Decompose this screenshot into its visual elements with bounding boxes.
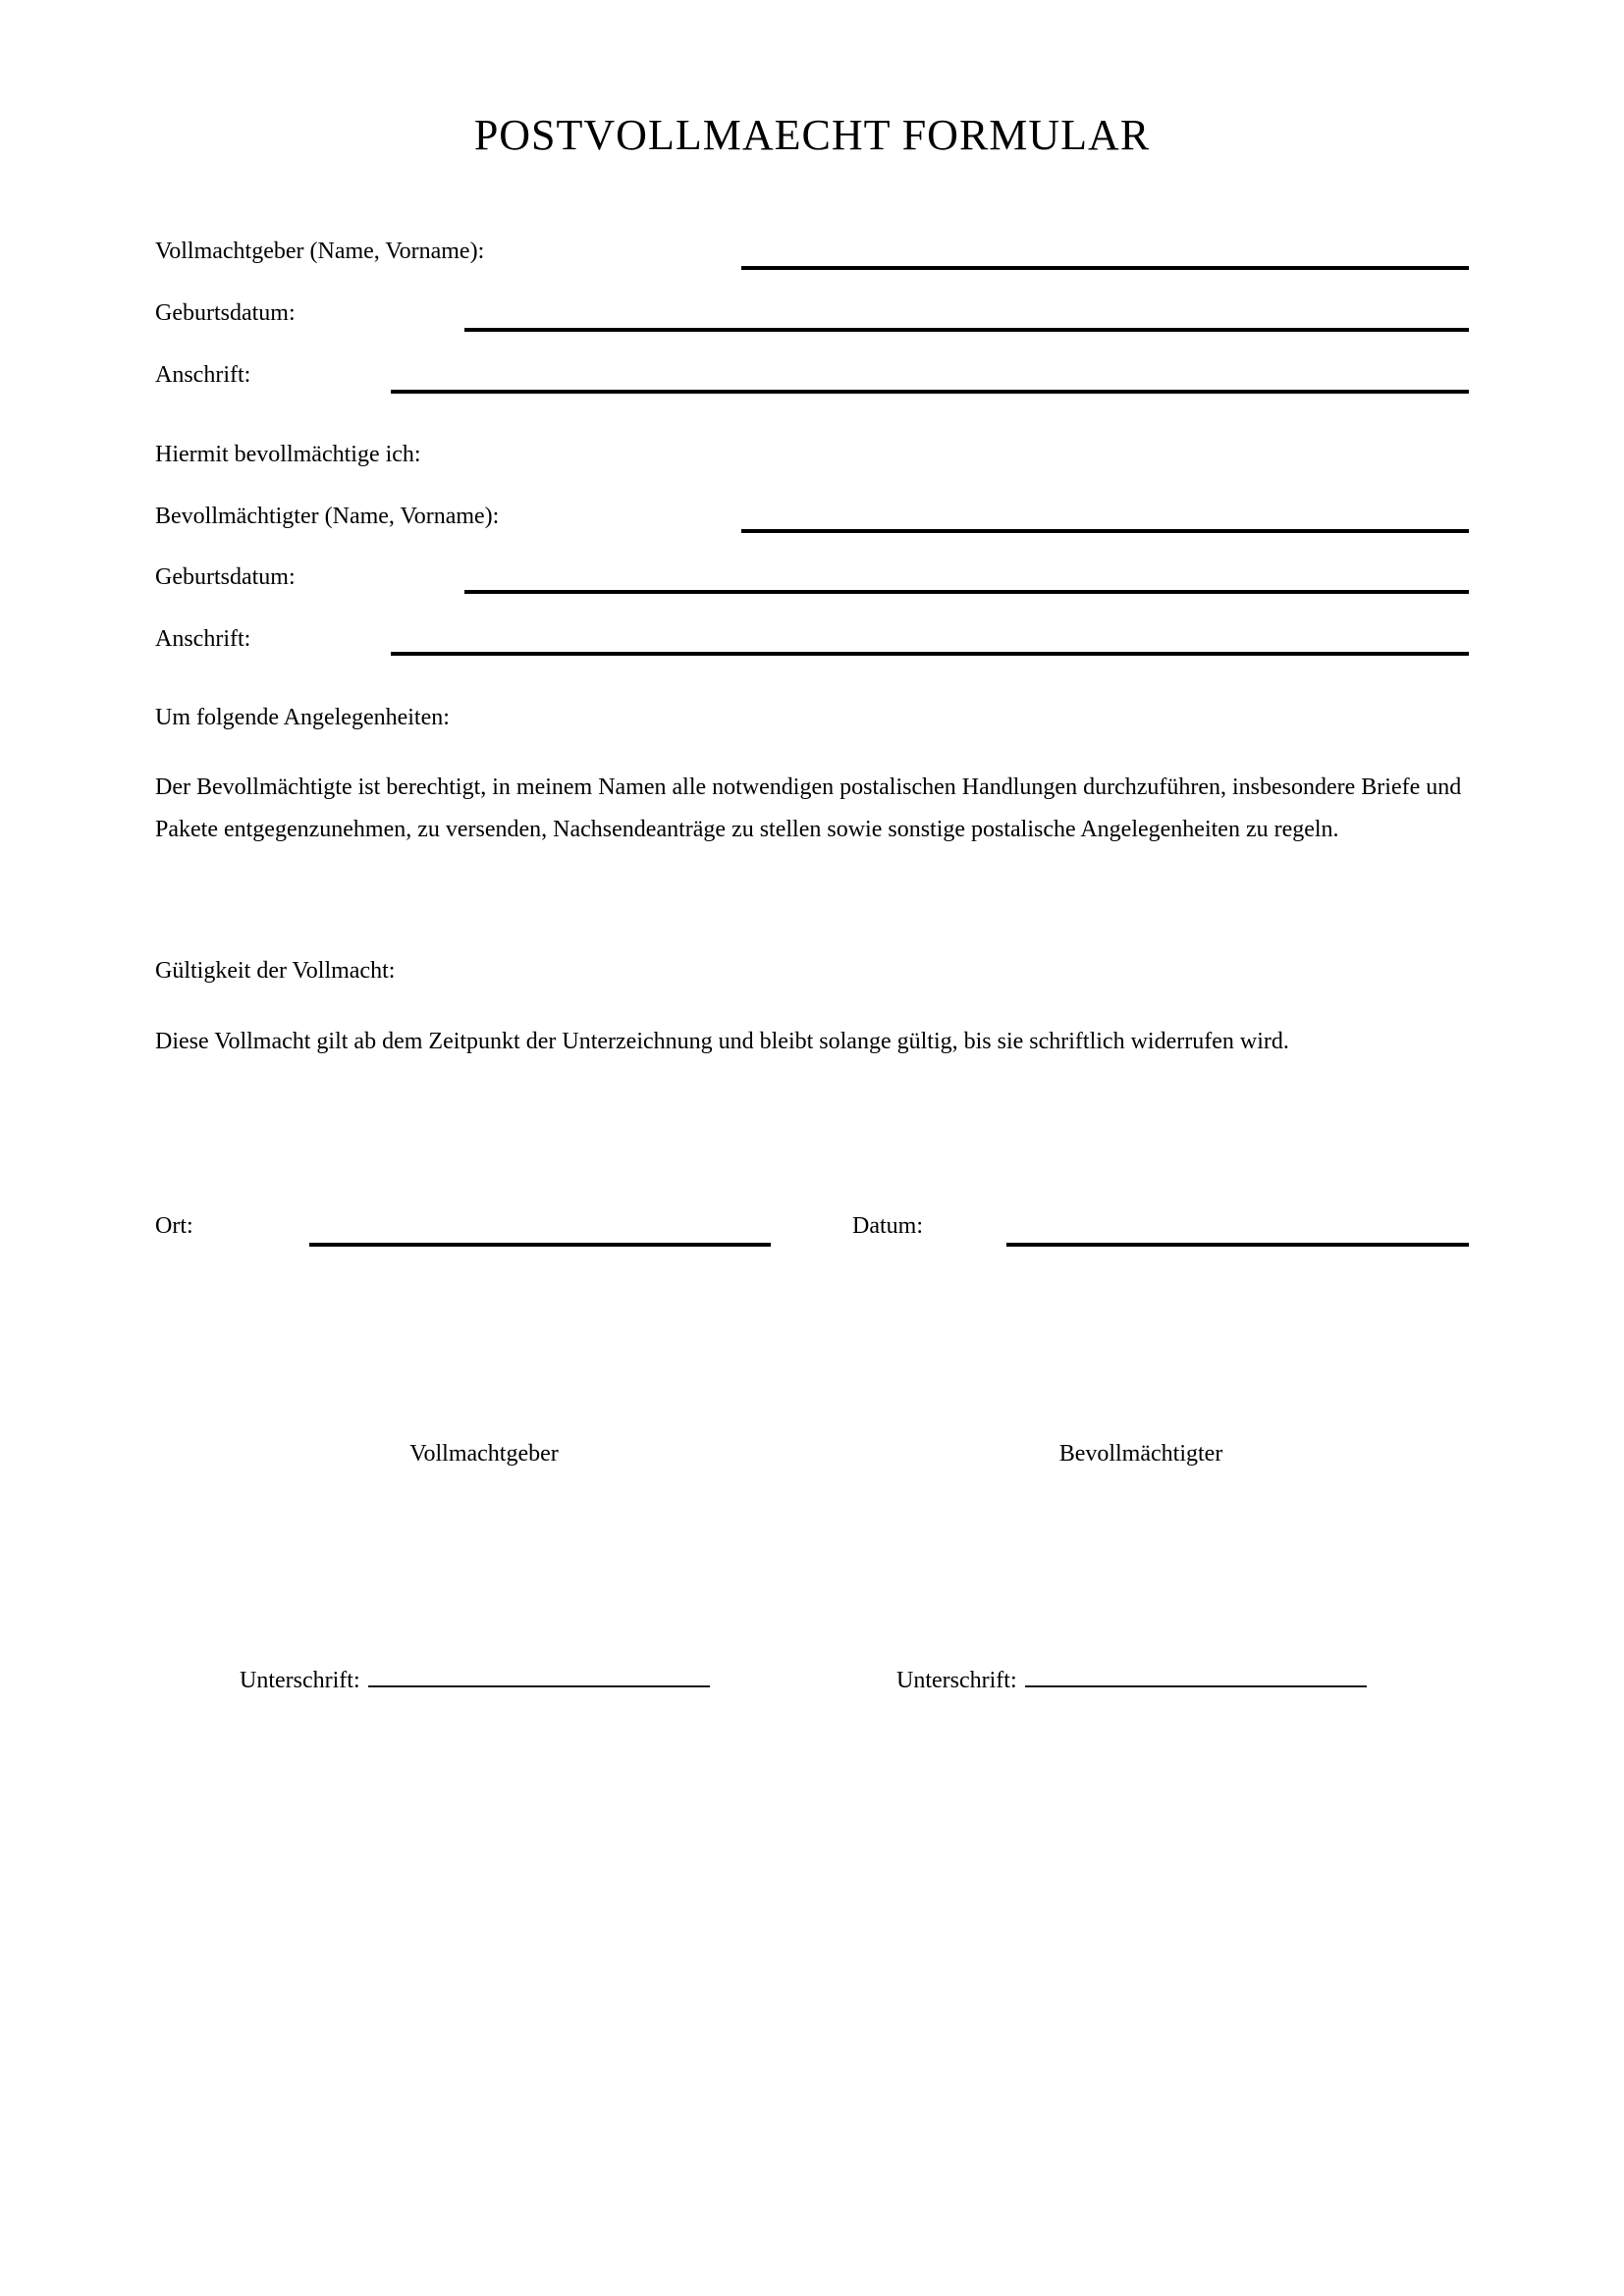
attorney-address-label: Anschrift:	[155, 626, 251, 652]
date-input-line[interactable]	[1006, 1243, 1469, 1247]
grantor-signature-label: Unterschrift:	[240, 1668, 360, 1694]
attorney-name-input-line[interactable]	[741, 529, 1469, 533]
signature-role-attorney: Bevollmächtigter	[1058, 1441, 1223, 1467]
attorney-signature-input-line[interactable]	[1025, 1661, 1367, 1687]
grantor-signature-block	[240, 1661, 710, 1694]
validity-paragraph: Diese Vollmacht gilt ab dem Zeitpunkt der Unterzeichnung und bleibt solange gültig, bis sie schriftlich widerrufen wird.	[155, 1029, 1289, 1054]
place-label: Ort:	[155, 1213, 193, 1239]
grantor-signature-input-line[interactable]	[368, 1661, 710, 1687]
date-label: Datum:	[852, 1213, 923, 1239]
grantor-name-input-line[interactable]	[741, 266, 1469, 270]
place-input-line[interactable]	[309, 1243, 771, 1247]
matters-heading: Um folgende Angelegenheiten:	[155, 705, 450, 730]
grantor-address-input-line[interactable]	[391, 390, 1469, 394]
attorney-birthdate-label: Geburtsdatum:	[155, 564, 296, 590]
matters-paragraph: Der Bevollmächtigte ist berechtigt, in meinem Namen alle notwendigen postalischen Handlungen durchzuführen, insbesondere Briefe und Pakete entgegenzunehmen, zu versenden, Nachsendeanträge zu stellen sowie sonstige postalische Angelegenheiten zu regeln.	[155, 774, 1462, 842]
validity-heading: Gültigkeit der Vollmacht:	[155, 958, 396, 984]
grantor-name-label: Vollmachtgeber (Name, Vorname):	[155, 239, 485, 264]
signature-role-grantor: Vollmachtgeber	[409, 1441, 559, 1467]
grantor-birthdate-label: Geburtsdatum:	[155, 300, 296, 326]
attorney-address-input-line[interactable]	[391, 652, 1469, 656]
authorization-intro-text: Hiermit bevollmächtige ich:	[155, 442, 421, 467]
grantor-address-label: Anschrift:	[155, 362, 251, 388]
attorney-signature-label: Unterschrift:	[896, 1668, 1017, 1694]
form-title: POSTVOLLMAECHT FORMULAR	[473, 111, 1151, 159]
attorney-signature-block	[896, 1661, 1367, 1694]
attorney-birthdate-input-line[interactable]	[464, 590, 1469, 594]
grantor-birthdate-input-line[interactable]	[464, 328, 1469, 332]
attorney-name-label: Bevollmächtigter (Name, Vorname):	[155, 504, 500, 529]
